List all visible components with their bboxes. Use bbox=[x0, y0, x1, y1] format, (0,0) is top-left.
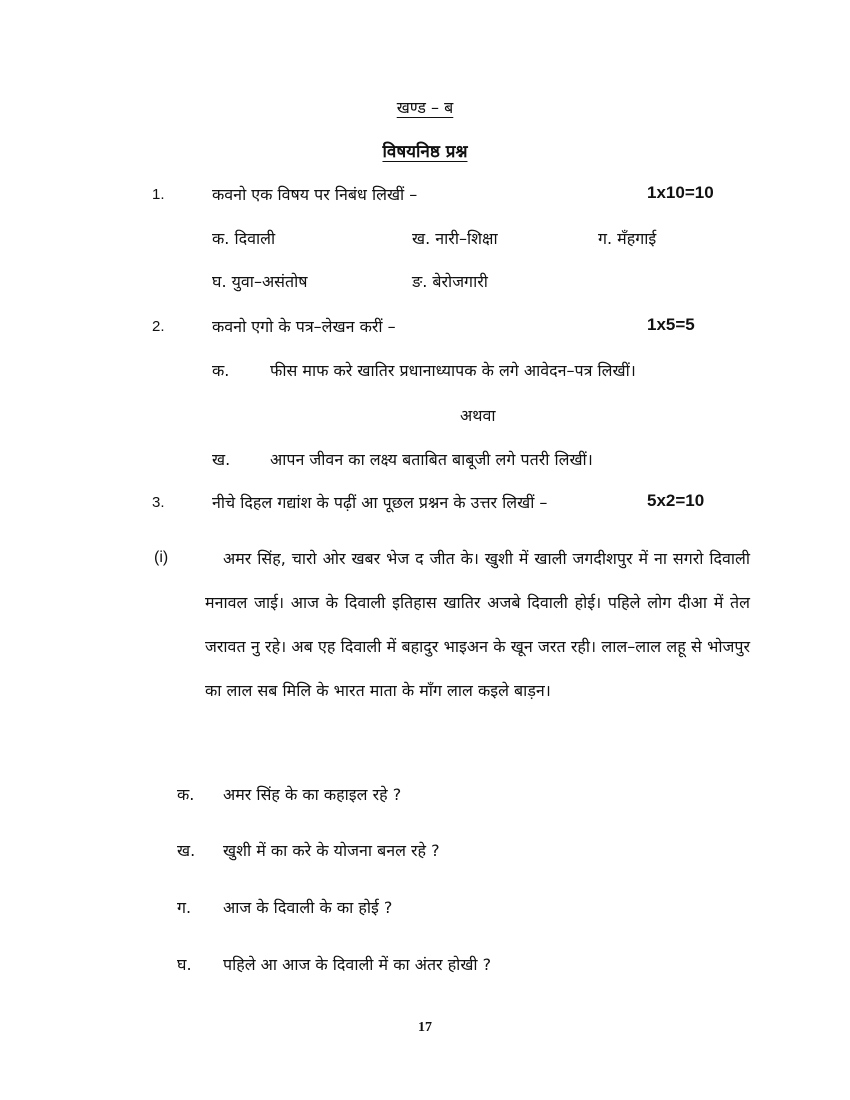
q1-option-a: क. दिवाली bbox=[212, 229, 276, 248]
q1-option-b: ख. नारी–शिक्षा bbox=[412, 229, 498, 248]
q2-a-label: क. bbox=[212, 361, 230, 380]
q1-option-d: घ. युवा–असंतोष bbox=[212, 272, 308, 291]
section-title: खण्ड – ब bbox=[396, 98, 454, 117]
q3-question-label: ख. bbox=[177, 841, 196, 860]
q3-text: नीचे दिहल गद्यांश के पढ़ीं आ पूछल प्रश्नन के उत्तर लिखीं – bbox=[212, 493, 548, 512]
q1-number: 1. bbox=[152, 186, 165, 203]
q2-b-text: आपन जीवन का लक्ष्य बताबित बाबूजी लगे पतरी लिखीं। bbox=[270, 450, 593, 469]
q3-question-label: क. bbox=[177, 785, 195, 804]
q3-question-text: पहिले आ आज के दिवाली में का अंतर होखी ? bbox=[223, 955, 492, 974]
q2-b-label: ख. bbox=[212, 450, 231, 469]
q2-a-text: फीस माफ करे खातिर प्रधानाध्यापक के लगे आवेदन–पत्र लिखीं। bbox=[270, 361, 636, 380]
q3-question-label: ग. bbox=[177, 898, 192, 917]
q3-number: 3. bbox=[152, 494, 165, 511]
q2-or: अथवा bbox=[460, 406, 496, 425]
q1-text: कवनो एक विषय पर निबंध लिखीं – bbox=[212, 185, 418, 204]
section-subtitle: विषयनिष्ठ प्रश्न bbox=[382, 142, 468, 162]
q3-marks: 5x2=10 bbox=[647, 491, 705, 510]
q2-text: कवनो एगो के पत्र–लेखन करीं – bbox=[212, 317, 396, 336]
q3-question-text: आज के दिवाली के का होई ? bbox=[223, 898, 393, 917]
q2-number: 2. bbox=[152, 318, 165, 335]
q1-option-c: ग. मँहगाई bbox=[598, 229, 657, 248]
q2-marks: 1x5=5 bbox=[647, 315, 695, 334]
passage-label: (i) bbox=[154, 549, 169, 566]
q3-question-label: घ. bbox=[177, 955, 192, 974]
page-number: 17 bbox=[418, 1020, 432, 1035]
q3-question-text: खुशी में का करे के योजना बनल रहे ? bbox=[223, 841, 440, 860]
passage-text: अमर सिंह, चारो ओर खबर भेज द जीत के। खुशी में खाली जगदीशपुर में ना सगरो दिवाली मनावल जाई। आज के दिवाली इतिहास खातिर अजबे दिवाली होई। पहिले लोग दीआ में तेल जरावत नु रहे। अब एह दिवाली में बहादुर भाइअन के खून जरत रही। लाल–लाल लहू से भोजपुर का लाल सब मिलि के भारत माता के माँग लाल कइले बाड़न। bbox=[205, 549, 750, 700]
q1-option-e: ङ. बेरोजगारी bbox=[412, 272, 488, 291]
q3-question-text: अमर सिंह के का कहाइल रहे ? bbox=[223, 785, 402, 804]
q1-marks: 1x10=10 bbox=[647, 183, 714, 202]
